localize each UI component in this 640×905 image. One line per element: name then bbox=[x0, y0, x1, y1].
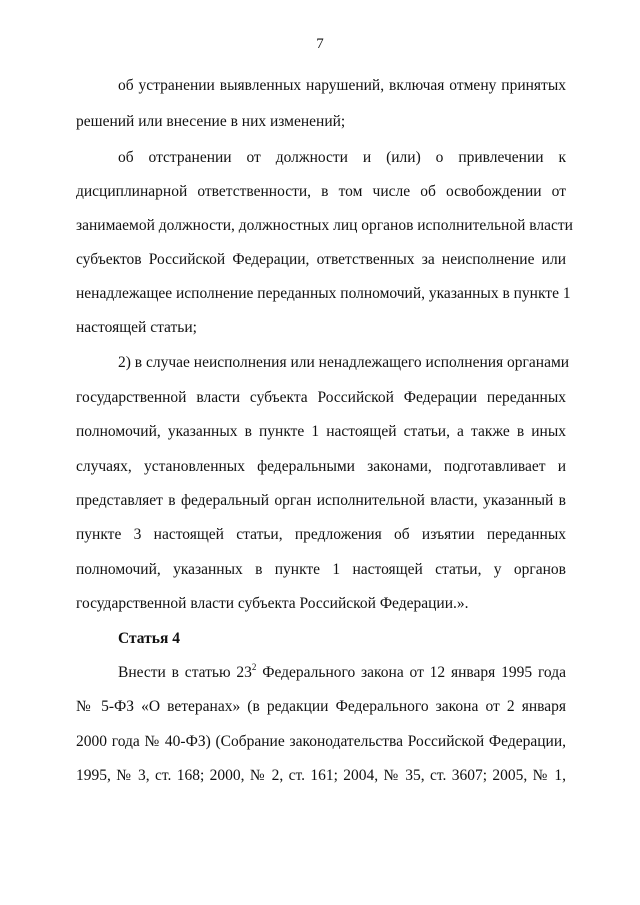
line-text: Федерального закона от 12 января 1995 года bbox=[256, 664, 566, 681]
paragraph-line: 2) в случае неисполнения или ненадлежащего исполнения органами bbox=[118, 354, 570, 371]
page-number: 7 bbox=[316, 36, 324, 52]
superscript: 2 bbox=[251, 662, 257, 672]
paragraph-line: 2000 года № 40-ФЗ) (Собрание законодательства Российской Федерации, bbox=[76, 733, 566, 750]
paragraph-line: об устранении выявленных нарушений, включая отмену принятых bbox=[118, 77, 566, 94]
paragraph-line: настоящей статьи; bbox=[76, 319, 197, 336]
paragraph-line: об отстранении от должности и (или) о привлечении к bbox=[118, 149, 566, 166]
paragraph-line: дисциплинарной ответственности, в том числе об освобождении от bbox=[76, 183, 566, 200]
paragraph-line: представляет в федеральный орган исполнительной власти, указанный в bbox=[76, 492, 566, 509]
paragraph-line: государственной власти субъекта Российской Федерации.». bbox=[76, 595, 469, 612]
paragraph-line: занимаемой должности, должностных лиц органов исполнительной власти bbox=[76, 217, 573, 234]
paragraph-line: субъектов Российской Федерации, ответственных за неисполнение или bbox=[76, 251, 566, 268]
article-heading: Статья 4 bbox=[118, 630, 180, 647]
paragraph-line: 1995, № 3, ст. 168; 2000, № 2, ст. 161; 2004, № 35, ст. 3607; 2005, № 1, bbox=[76, 767, 566, 784]
paragraph-line: решений или внесение в них изменений; bbox=[76, 113, 346, 130]
paragraph-line: полномочий, указанных в пункте 1 настоящей статьи, а также в иных bbox=[76, 423, 566, 440]
paragraph-line bbox=[118, 663, 566, 683]
paragraph-line: пункте 3 настоящей статьи, предложения об изъятии переданных bbox=[76, 526, 566, 543]
paragraph-line: государственной власти субъекта Российской Федерации переданных bbox=[76, 389, 566, 406]
paragraph-line: ненадлежащее исполнение переданных полномочий, указанных в пункте 1 bbox=[76, 285, 571, 302]
paragraph-line: полномочий, указанных в пункте 1 настоящей статьи, у органов bbox=[76, 561, 566, 578]
line-text: Внести в статью 23 bbox=[118, 664, 252, 681]
paragraph-line: случаях, установленных федеральными законами, подготавливает и bbox=[76, 458, 566, 475]
paragraph-line: № 5-ФЗ «О ветеранах» (в редакции Федерального закона от 2 января bbox=[76, 698, 566, 715]
